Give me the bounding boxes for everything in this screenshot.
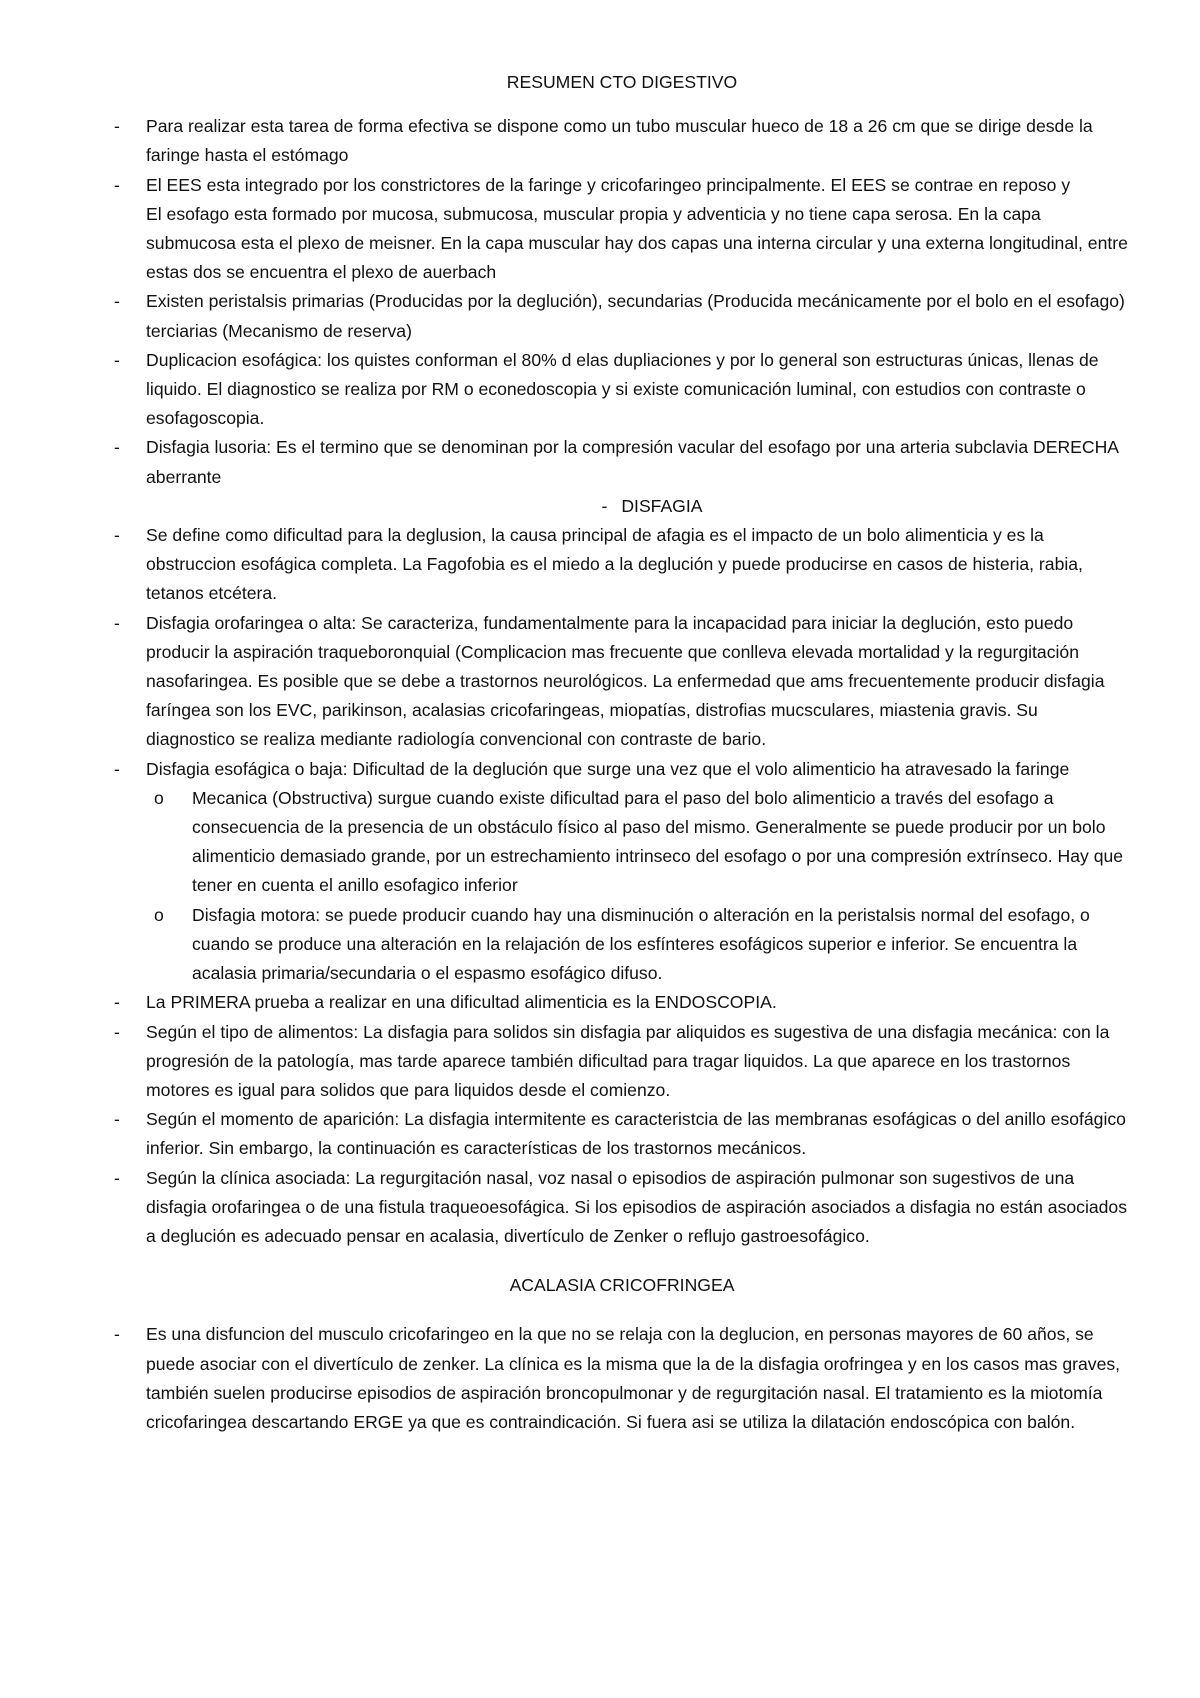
list-item bbox=[116, 755, 1128, 989]
list-item: - Es una disfuncion del musculo cricofaringeo en la que no se relaja con la deglucion, en personas mayores de 60 años, se puede asociar con el divertículo de zenker. La clínica es la misma que la de la disfagia orofringea y en los casos mas graves, también suelen producirse episodios de aspiración broncopulmonar y de regurgitación nasal. El tratamiento es la miotomía cricofaringea descartando ERGE ya que es contraindicación. Si fuera asi se utiliza la dilatación endoscópica con balón. bbox=[116, 1320, 1128, 1437]
list-item: - Disfagia lusoria: Es el termino que se denominan por la compresión vacular del esofago por una arteria subclavia DERECHA aberrante bbox=[116, 433, 1128, 491]
heading-dash: - bbox=[601, 495, 608, 516]
document-title: RESUMEN CTO DIGESTIVO bbox=[506, 72, 738, 92]
section3-list bbox=[116, 1320, 1128, 1437]
section1-list bbox=[116, 112, 1128, 492]
list-item: - Duplicacion esofágica: los quistes conforman el 80% d elas dupliaciones y por lo general son estructuras únicas, llenas de liquido. El diagnostico se realiza por RM o econedoscopia y si existe comunicación luminal, con estudios con contraste o esofagoscopia. bbox=[116, 346, 1128, 434]
heading-text: DISFAGIA bbox=[621, 495, 703, 516]
list-item: - La PRIMERA prueba a realizar en una dificultad alimenticia es la ENDOSCOPIA. bbox=[116, 988, 1128, 1017]
sublist bbox=[116, 784, 1128, 988]
section2-list bbox=[116, 521, 1128, 1251]
list-item: - Según el tipo de alimentos: La disfagia para solidos sin disfagia par aliquidos es sugestiva de una disfagia mecánica: con la progresión de la patología, mas tarde aparece también dificultad para tragar liquidos. La que aparece en los trastornos motores es igual para solidos que para liquidos desde el comienzo. bbox=[116, 1018, 1128, 1106]
list-item: - El EES esta integrado por los constrictores de la faringe y cricofaringeo principalmente. El EES se contrae en reposo y bbox=[116, 171, 1128, 200]
list-item: - Existen peristalsis primarias (Producidas por la deglución), secundarias (Producida mecánicamente por el bolo en el esofago) terciarias (Mecanismo de reserva) bbox=[116, 287, 1128, 345]
list-item: - Para realizar esta tarea de forma efectiva se dispone como un tubo muscular hueco de 18 a 26 cm que se dirige desde la faringe hasta el estómago bbox=[116, 112, 1128, 170]
sublist-item: o Disfagia motora: se puede producir cuando hay una disminución o alteración en la peristalsis normal del esofago, o cuando se produce una alteración en la relajación de los esfínteres esofágicos superior e inferior. Se encuentra la acalasia primaria/secundaria o el espasmo esofágico difuso. bbox=[116, 901, 1128, 989]
list-item-text: Disfagia esofágica o baja: Dificultad de la deglución que surge una vez que el volo alimenticio ha atravesado la faringe bbox=[146, 758, 1070, 779]
list-item-continuation: El esofago esta formado por mucosa, submucosa, muscular propia y adventicia y no tiene capa serosa. En la capa submucosa esta el plexo de meisner. En la capa muscular hay dos capas una interna circular y una externa longitudinal, entre estas dos se encuentra el plexo de auerbach bbox=[146, 203, 1128, 283]
sublist-item: o Mecanica (Obstructiva) surgue cuando existe dificultad para el paso del bolo alimenticio a través del esofago a consecuencia de la presencia de un obstáculo físico al paso del mismo. Generalmente se puede producir por un bolo alimenticio demasiado grande, por un estrechamiento intrinseco del esofago o por una compresión extrínseco. Hay que tener en cuenta el anillo esofagico inferior bbox=[116, 784, 1128, 901]
list-item: - Disfagia orofaringea o alta: Se caracteriza, fundamentalmente para la incapacidad para iniciar la deglución, esto puedo producir la aspiración traqueboronquial (Complicacion mas frecuente que conlleva elevada mortalidad y la regurgitación nasofaringea. Es posible que se debe a trastornos neurológicos. La enfermedad que ams frecuentemente producir disfagia faríngea son los EVC, parikinson, acalasias cricofaringeas, miopatías, distrofias mucsculares, miastenia gravis. Su diagnostico se realiza mediante radiología convencional con contraste de bario. bbox=[116, 609, 1128, 755]
list-item: - Se define como dificultad para la deglusion, la causa principal de afagia es el impacto de un bolo alimenticia y es la obstruccion esofágica completa. La Fagofobia es el miedo a la deglución y puede producirse en casos de histeria, rabia, tetanos etcétera. bbox=[116, 521, 1128, 609]
disfagia-heading bbox=[176, 492, 1128, 521]
list-item: - Según el momento de aparición: La disfagia intermitente es caracteristcia de las membranas esofágicas o del anillo esofágico inferior. Sin embargo, la continuación es características de los trastornos mecánicos. bbox=[116, 1105, 1128, 1163]
list-item: - Según la clínica asociada: La regurgitación nasal, voz nasal o episodios de aspiración pulmonar son sugestivos de una disfagia orofaringea o de una fistula traqueoesofágica. Si los episodios de aspiración asociados a disfagia no están asociados a deglución es adecuado pensar en acalasia, divertículo de Zenker o reflujo gastroesofágico. bbox=[116, 1164, 1128, 1252]
acalasia-heading: ACALASIA CRICOFRINGEA bbox=[509, 1275, 735, 1296]
